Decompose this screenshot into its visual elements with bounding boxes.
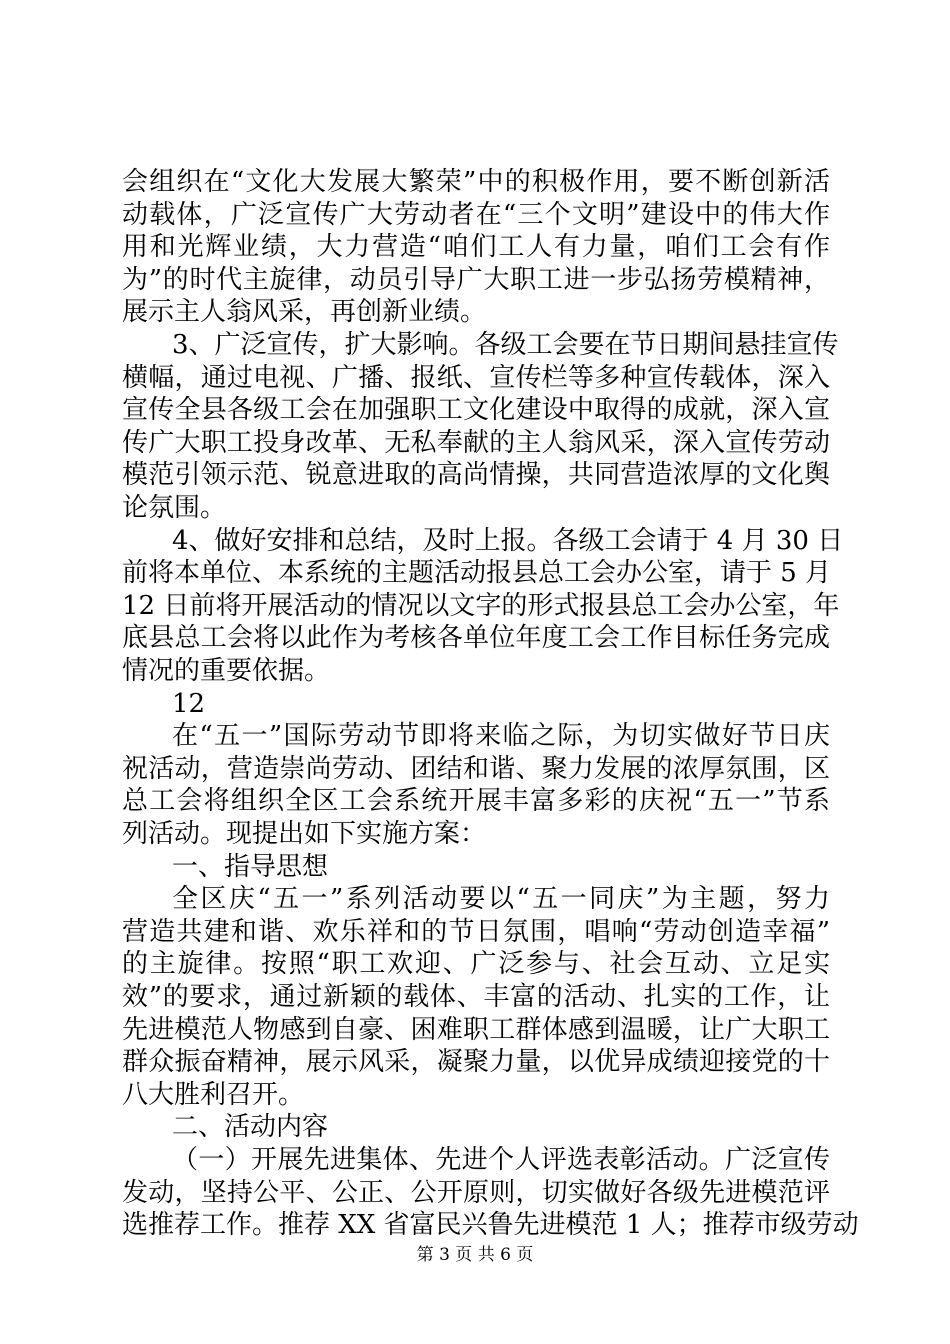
text-line: 群众振奋精神，展示风采，凝聚力量，以优异成绩迎接党的十 [122, 1047, 830, 1078]
text-line: 先进模范人物感到自豪、困难职工群体感到温暖，让广大职工 [122, 1014, 830, 1045]
text-line: 传广大职工投身改革、无私奉献的主人翁风采，深入宣传劳动 [122, 427, 830, 458]
text-line: 效”的要求，通过新颖的载体、丰富的活动、扎实的工作，让 [122, 982, 830, 1012]
section-number: 12 [172, 688, 206, 719]
text-line: 选推荐工作。推荐 XX 省富民兴鲁先进模范 1 人；推荐市级劳动 [122, 1210, 859, 1241]
text-line: 展示主人翁风采，再创新业绩。 [122, 297, 487, 328]
text-line: 12 日前将开展活动的情况以文字的形式报县总工会办公室，年 [122, 590, 840, 621]
text-line: 宣传全县各级工会在加强职工文化建设中取得的成就，深入宣 [122, 395, 830, 426]
text-line: 列活动。现提出如下实施方案： [122, 819, 487, 849]
text-line: 论氛围。 [122, 493, 227, 523]
paragraph-start: （一）开展先进集体、先进个人评选表彰活动。广泛宣传 [172, 1145, 830, 1175]
text-line: 祝活动，营造崇尚劳动、团结和谐、聚力发展的浓厚氛围，区 [122, 753, 830, 784]
text-line: 八大胜利召开。 [122, 1079, 305, 1110]
paragraph-start: 3、广泛宣传，扩大影响。各级工会要在节日期间悬挂宣传 [172, 330, 839, 360]
text-line: 会组织在“文化大发展大繁荣”中的积极作用，要不断创新活 [122, 167, 830, 197]
text-line: 前将本单位、本系统的主题活动报县总工会办公室，请于 5 月 [122, 558, 832, 589]
text-line: 底县总工会将以此作为考核各单位年度工会工作目标任务完成 [122, 623, 830, 654]
paragraph-start: 4、做好安排和总结，及时上报。各级工会请于 4 月 30 日 [172, 525, 844, 556]
text-line: 用和光辉业绩，大力营造“咱们工人有力量，咱们工会有作 [122, 232, 830, 263]
text-line: 情况的重要依据。 [122, 656, 331, 686]
paragraph-start: 全区庆“五一”系列活动要以“五一同庆”为主题，努力 [172, 884, 830, 915]
text-line: 发动，坚持公平、公正、公开原则，切实做好各级先进模范评 [122, 1177, 830, 1208]
text-line: 模范引领示范、锐意进取的高尚情操，共同营造浓厚的文化舆 [122, 460, 830, 491]
text-line: 横幅，通过电视、广播、报纸、宣传栏等多种宣传载体，深入 [122, 362, 830, 393]
text-line: 为”的时代主旋律，动员引导广大职工进一步弘扬劳模精神， [122, 264, 830, 295]
paragraph-start: 在“五一”国际劳动节即将来临之际，为切实做好节日庆 [172, 721, 830, 752]
section-heading: 一、指导思想 [172, 851, 329, 882]
page-footer: 第 3 页 共 6 页 [416, 1245, 534, 1265]
text-line: 动载体，广泛宣传广大劳动者在“三个文明”建设中的伟大作 [122, 199, 830, 230]
text-line: 总工会将组织全区工会系统开展丰富多彩的庆祝“五一”节系 [122, 786, 830, 817]
section-heading: 二、活动内容 [172, 1112, 329, 1143]
text-line: 的主旋律。按照“职工欢迎、广泛参与、社会互动、立足实 [122, 949, 830, 980]
text-line: 营造共建和谐、欢乐祥和的节日氛围，唱响“劳动创造幸福” [122, 916, 830, 947]
